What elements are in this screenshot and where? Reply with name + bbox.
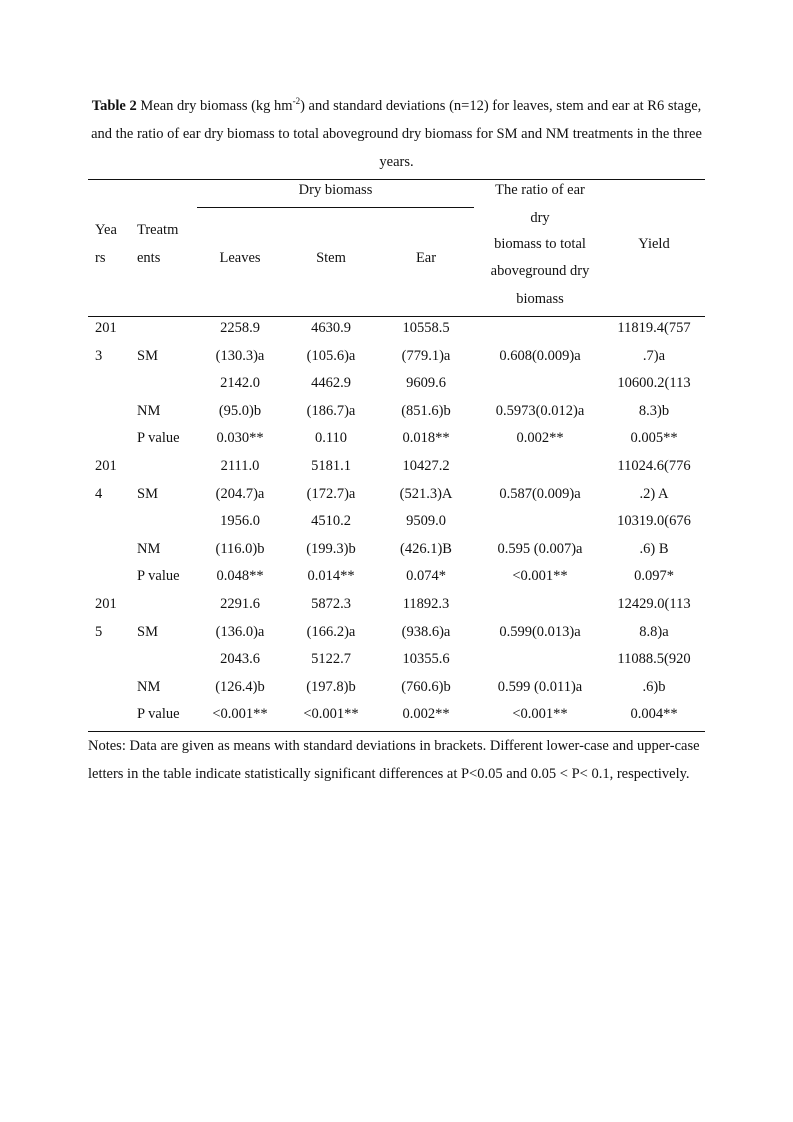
table-cell-treatment: SM xyxy=(137,348,158,364)
table-cell-stem: (197.8)b xyxy=(306,679,356,695)
table-cell-stem: 0.110 xyxy=(314,430,348,446)
table-cell-year: 201 xyxy=(95,458,117,474)
table-cell-ear: 9509.0 xyxy=(406,513,446,529)
table-cell-stem: 4630.9 xyxy=(311,320,351,336)
table-cell-ear: (760.6)b xyxy=(401,679,451,695)
header-yield: Yield xyxy=(638,236,670,252)
header-leaves: Leaves xyxy=(219,250,261,266)
table-cell-ear: (521.3)A xyxy=(399,486,453,502)
table-cell-ratio: 0.587(0.009)a xyxy=(499,486,581,502)
table-cell-treatment: P value xyxy=(137,568,180,584)
table-cell-stem: 5872.3 xyxy=(311,596,351,612)
table-cell-leaves: (116.0)b xyxy=(215,541,265,557)
table-cell-treatment: P value xyxy=(137,430,180,446)
header-treatments-line1: Treatm xyxy=(137,222,179,238)
table-cell-yield: 8.3)b xyxy=(638,403,670,419)
table-cell-ratio: 0.002** xyxy=(516,430,564,446)
table-cell-yield: .6) B xyxy=(639,541,669,557)
table-cell-stem: 4462.9 xyxy=(311,375,351,391)
table-cell-ratio: 0.599 (0.011)a xyxy=(497,679,583,695)
table-cell-yield: .7)a xyxy=(642,348,666,364)
table-cell-yield: 8.8)a xyxy=(639,624,669,640)
table-cell-ear: 11892.3 xyxy=(402,596,450,612)
table-cell-stem: (199.3)b xyxy=(306,541,356,557)
header-ratio-line4: aboveground dry xyxy=(490,263,590,279)
table-cell-ear: 0.002** xyxy=(402,706,450,722)
header-dry-biomass: Dry biomass xyxy=(298,182,373,198)
table-cell-ear: (938.6)a xyxy=(401,624,451,640)
table-cell-leaves: 1956.0 xyxy=(220,513,260,529)
table-cell-ear: 10355.6 xyxy=(402,651,450,667)
table-cell-yield: .6)b xyxy=(642,679,666,695)
header-ratio-line1: The ratio of ear xyxy=(495,182,585,198)
table-cell-ear: 10427.2 xyxy=(402,458,450,474)
table-cell-yield: 12429.0(113 xyxy=(617,596,691,612)
header-years-line2: rs xyxy=(95,250,106,266)
caption-text-part2: ) and standard deviations (n=12) for leaves, stem and ear at R6 stage, and the ratio of ear dry biomass to total aboveground dry biomass for SM and NM treatments in the three years. xyxy=(91,98,702,170)
table-cell-stem: (172.7)a xyxy=(306,486,356,502)
table-cell-treatment: NM xyxy=(137,403,161,419)
table-cell-yield: 11088.5(920 xyxy=(617,651,691,667)
table-cell-stem: <0.001** xyxy=(303,706,359,722)
table-cell-stem: (166.2)a xyxy=(306,624,356,640)
table-cell-ratio: <0.001** xyxy=(512,706,568,722)
table-cell-ratio: 0.595 (0.007)a xyxy=(497,541,583,557)
header-treatments-line2: ents xyxy=(137,250,161,266)
table-cell-leaves: 2043.6 xyxy=(220,651,260,667)
table-cell-ratio: 0.599(0.013)a xyxy=(499,624,581,640)
table-cell-yield: 0.005** xyxy=(630,430,678,446)
table-cell-leaves: 2111.0 xyxy=(220,458,260,474)
table-cell-year: 3 xyxy=(95,348,103,364)
table-cell-ear: (426.1)B xyxy=(400,541,452,557)
table-cell-ear: (851.6)b xyxy=(401,403,451,419)
table-cell-yield: 0.004** xyxy=(630,706,678,722)
table-cell-leaves: (126.4)b xyxy=(215,679,265,695)
table-cell-ear: 0.018** xyxy=(402,430,450,446)
table-cell-ear: 9609.6 xyxy=(406,375,446,391)
table-cell-stem: 5181.1 xyxy=(311,458,351,474)
table-cell-treatment: P value xyxy=(137,706,180,722)
table-cell-ear: (779.1)a xyxy=(401,348,451,364)
table-caption xyxy=(88,92,705,176)
table-cell-leaves: 2291.6 xyxy=(220,596,260,612)
table-notes: Notes: Data are given as means with standard deviations in brackets. Different lower-case and upper-case letters in the table indicate statistically significant differences at P<0.05 and 0.05 < P< 0.1, respectively. xyxy=(88,738,700,782)
table-cell-year: 4 xyxy=(95,486,103,502)
table-cell-leaves: 0.048** xyxy=(216,568,264,584)
caption-superscript: -2 xyxy=(292,96,301,106)
caption-text-part1: Mean dry biomass (kg hm xyxy=(136,98,293,114)
table-cell-yield: 11024.6(776 xyxy=(617,458,691,474)
table-cell-leaves: (136.0)a xyxy=(215,624,265,640)
table-cell-year: 5 xyxy=(95,624,103,640)
header-ratio-line2: dry xyxy=(530,210,550,226)
table-cell-year: 201 xyxy=(95,320,117,336)
table-cell-stem: (186.7)a xyxy=(306,403,356,419)
table-cell-leaves: (95.0)b xyxy=(218,403,262,419)
table-cell-yield: 10600.2(113 xyxy=(617,375,691,391)
table-cell-ear: 10558.5 xyxy=(402,320,450,336)
table-cell-ratio: <0.001** xyxy=(512,568,568,584)
table-cell-yield: 0.097* xyxy=(634,568,674,584)
table-cell-leaves: 2142.0 xyxy=(220,375,260,391)
table-cell-ear: 0.074* xyxy=(406,568,446,584)
table-cell-treatment: SM xyxy=(137,486,158,502)
table-cell-stem: 4510.2 xyxy=(311,513,351,529)
table-cell-ratio: 0.608(0.009)a xyxy=(499,348,581,364)
table-cell-leaves: (204.7)a xyxy=(215,486,265,502)
table-cell-ratio: 0.5973(0.012)a xyxy=(495,403,585,419)
dry-biomass-subrule xyxy=(197,207,474,208)
table-cell-yield: 11819.4(757 xyxy=(617,320,691,336)
table-cell-year: 201 xyxy=(95,596,117,612)
header-ear: Ear xyxy=(415,250,437,266)
table-label: Table 2 xyxy=(91,98,137,114)
table-cell-stem: (105.6)a xyxy=(306,348,356,364)
table-cell-treatment: NM xyxy=(137,541,161,557)
header-years-line1: Yea xyxy=(95,222,117,238)
table-cell-stem: 0.014** xyxy=(307,568,355,584)
table-cell-leaves: 0.030** xyxy=(216,430,264,446)
table-cell-leaves: (130.3)a xyxy=(215,348,265,364)
table-cell-treatment: SM xyxy=(137,624,158,640)
table-cell-treatment: NM xyxy=(137,679,161,695)
table-cell-yield: 10319.0(676 xyxy=(617,513,691,529)
table-cell-yield: .2) A xyxy=(639,486,669,502)
header-ratio-line3: biomass to total xyxy=(494,236,586,252)
table-cell-leaves: <0.001** xyxy=(212,706,268,722)
header-ratio-line5: biomass xyxy=(516,291,564,307)
header-stem: Stem xyxy=(316,250,346,266)
table-cell-leaves: 2258.9 xyxy=(220,320,260,336)
table-cell-stem: 5122.7 xyxy=(311,651,351,667)
